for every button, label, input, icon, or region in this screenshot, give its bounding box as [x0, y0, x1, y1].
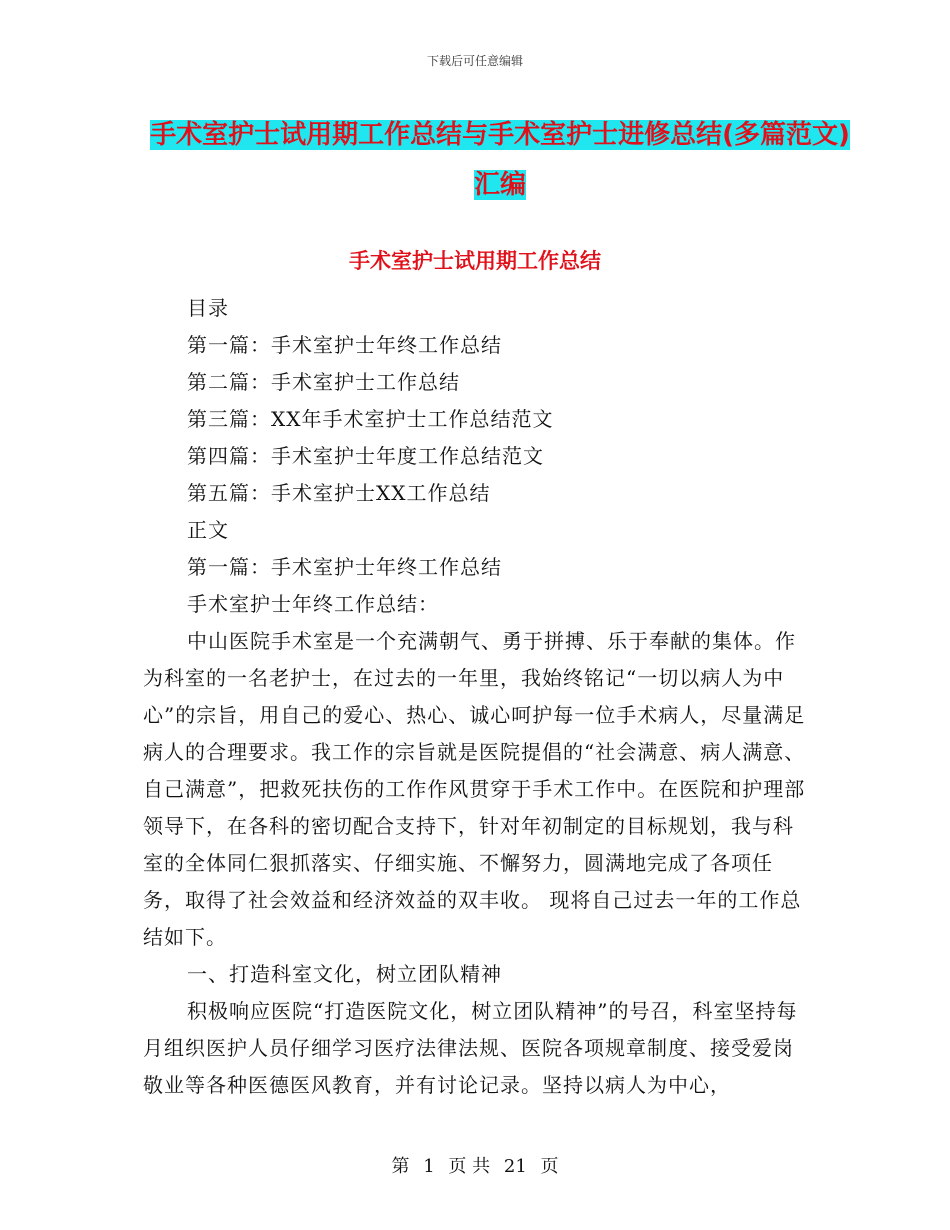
toc-item: 第一篇：手术室护士年终工作总结	[187, 333, 502, 357]
footer-suffix: 页	[540, 1156, 559, 1177]
toc-item: 第三篇：XX年手术室护士工作总结范文	[187, 407, 554, 431]
toc-item: 第五篇：手术室护士XX工作总结	[187, 481, 491, 505]
paragraph: 中山医院手术室是一个充满朝气、勇于拼搏、乐于奉献的集体。作为科室的一名老护士，在过去的一年里，我始终铭记“一切以病人为中心”的宗旨，用自己的爱心、热心、诚心呵护每一位手术病人，尽量满足病人的合理要求。我工作的宗旨就是医院提倡的“社会满意、病人满意、自己满意”，把救死扶伤的工作作风贯穿于手术工作中。在医院和护理部领导下，在各科的密切配合支持下，针对年初制定的目标规划，我与科室的全体同仁狠抓落实、仔细实施、不懈努力，圆满地完成了各项任务，取得了社会效益和经济效益的双丰收。 现将自己过去一年的工作总结如下。	[143, 629, 806, 949]
page-number: 1	[423, 1156, 435, 1177]
page-footer	[0, 1152, 950, 1178]
paragraph: 积极响应医院“打造医院文化，树立团队精神”的号召，科室坚持每月组织医护人员仔细学习医疗法律法规、医院各项规章制度、接受爱岗敬业等各种医德医风教育，并有讨论记录。坚持以病人为中心，	[143, 999, 798, 1097]
header-note: 下载后可任意编辑	[426, 54, 523, 68]
toc-heading: 目录	[187, 296, 229, 320]
document-body	[143, 290, 808, 1104]
section-title: 手术室护士试用期工作总结	[349, 249, 601, 273]
document-title-text: 手术室护士试用期工作总结与手术室护士进修总结(多篇范文)汇编	[150, 120, 850, 200]
body-heading: 正文	[187, 518, 229, 542]
toc-item: 第四篇：手术室护士年度工作总结范文	[187, 444, 544, 468]
total-pages: 21	[503, 1156, 527, 1177]
section-heading: 一、打造科室文化，树立团队精神	[187, 962, 502, 986]
toc-item: 第二篇：手术室护士工作总结	[187, 370, 460, 394]
footer-prefix: 第	[391, 1156, 410, 1177]
document-title	[150, 110, 850, 210]
article-title: 第一篇：手术室护士年终工作总结	[187, 555, 502, 579]
footer-middle: 页 共	[448, 1156, 491, 1177]
intro-label: 手术室护士年终工作总结：	[187, 592, 439, 616]
